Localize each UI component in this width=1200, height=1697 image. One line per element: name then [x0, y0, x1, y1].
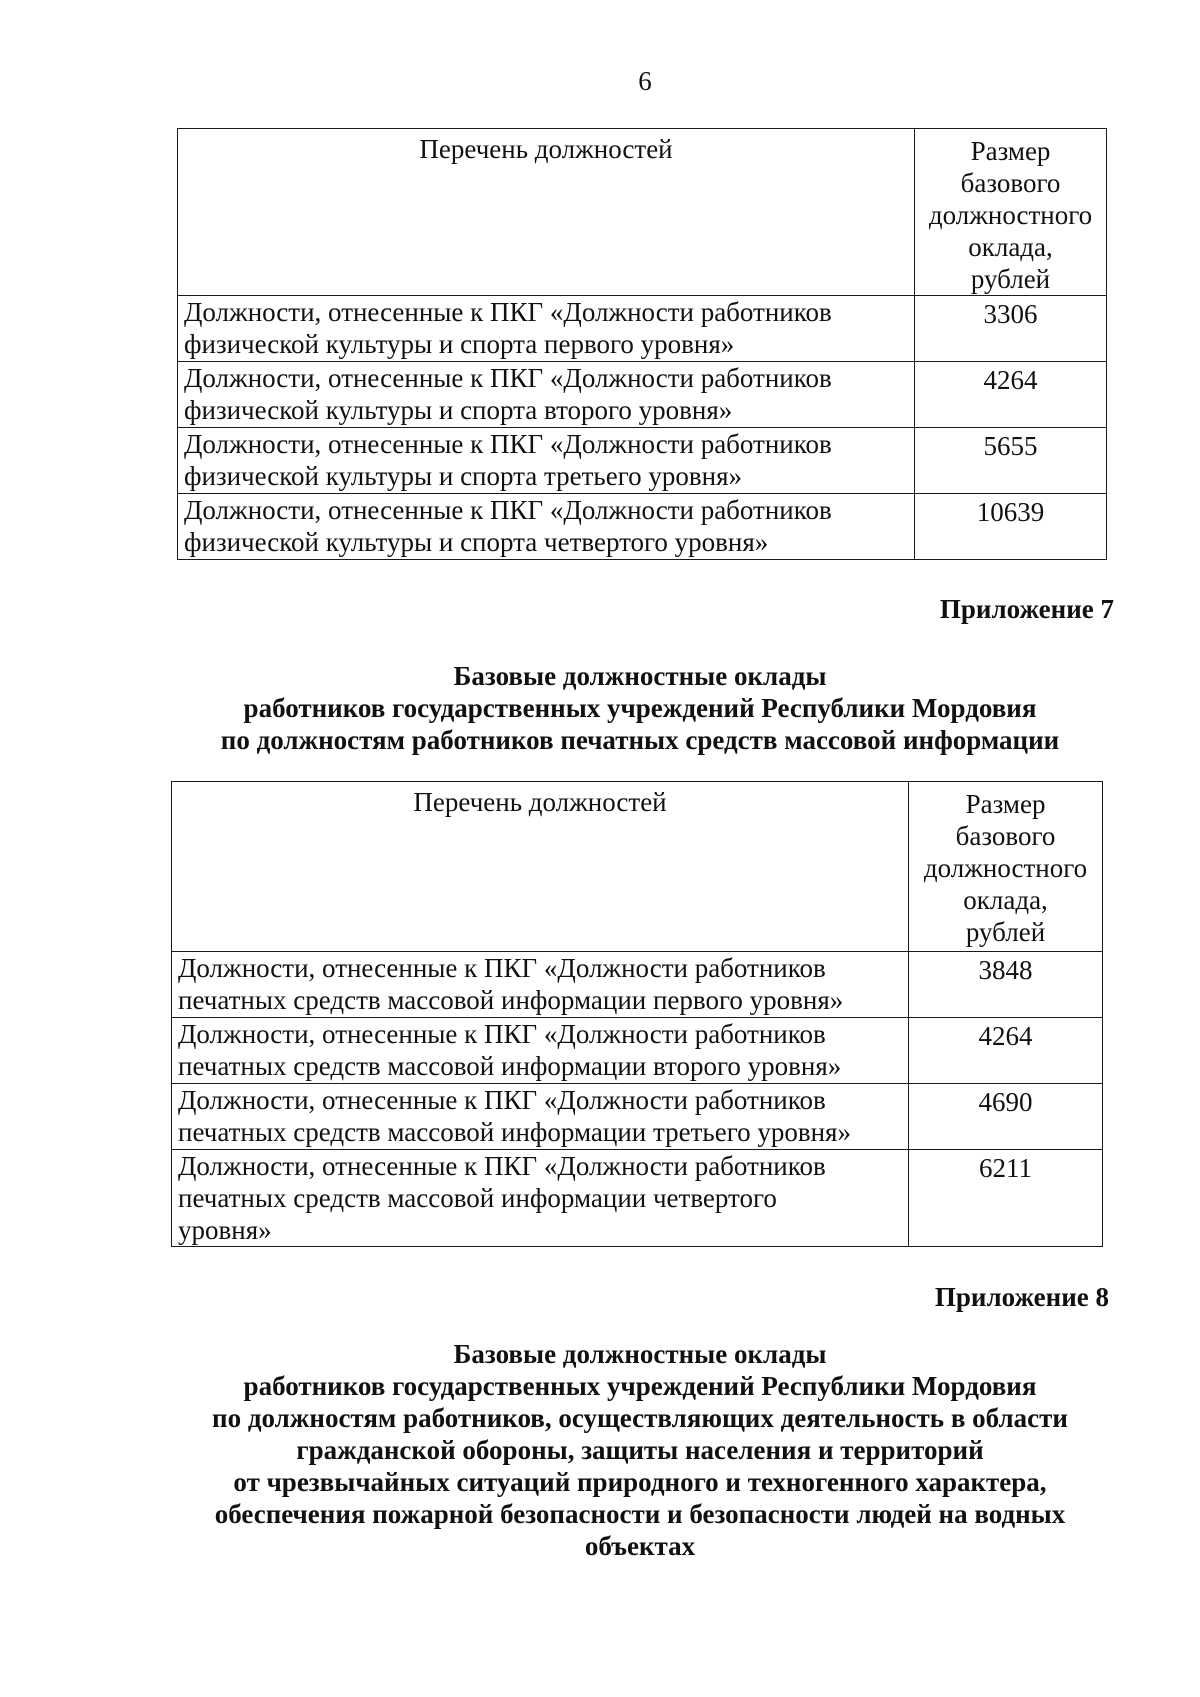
appendix-7-label: Приложение 7: [939, 594, 1114, 624]
header-salary-line: рублей: [970, 264, 1051, 294]
position-line: Должности, отнесенные к ПКГ «Должности работников: [184, 363, 832, 393]
position-cell: [178, 296, 915, 362]
salary-value: 10639: [915, 494, 1107, 560]
position-cell: [178, 494, 915, 560]
position-line: печатных средств массовой информации третьего уровня»: [178, 1117, 851, 1147]
salary-value: 4264: [915, 362, 1107, 428]
position-line: Должности, отнесенные к ПКГ «Должности работников: [184, 297, 832, 327]
table-header-row: [172, 782, 1103, 952]
title-line: гражданской обороны, защиты населения и территорий: [296, 1435, 984, 1465]
header-salary: [915, 129, 1107, 296]
position-line: Должности, отнесенные к ПКГ «Должности работников: [184, 495, 832, 525]
position-cell: [178, 362, 915, 428]
salary-value: 5655: [915, 428, 1107, 494]
position-cell: [172, 1084, 909, 1150]
salary-table-physical-culture: [177, 128, 1107, 560]
position-line: Должности, отнесенные к ПКГ «Должности работников: [178, 1151, 826, 1181]
title-line: работников государственных учреждений Республики Мордовия: [243, 693, 1037, 723]
header-salary-line: рублей: [965, 917, 1046, 947]
header-salary-line: оклада,: [968, 232, 1053, 262]
title-line: Базовые должностные оклады: [453, 1339, 827, 1369]
header-salary-line: должностного: [928, 200, 1093, 230]
position-cell: [178, 428, 915, 494]
position-line: физической культуры и спорта первого уровня»: [184, 329, 735, 359]
table-row: [178, 428, 1107, 494]
salary-value: 3848: [909, 952, 1103, 1018]
salary-table-print-media: [171, 781, 1103, 1247]
table-row: [172, 1150, 1103, 1247]
table-row: [178, 494, 1107, 560]
position-line: печатных средств массовой информации второго уровня»: [178, 1051, 842, 1081]
salary-value: 6211: [909, 1150, 1103, 1247]
page-number: 6: [638, 66, 652, 96]
position-line: физической культуры и спорта третьего уровня»: [184, 461, 742, 491]
appendix-7-title: [140, 660, 1140, 756]
position-line: уровня»: [178, 1215, 272, 1245]
header-salary-line: Размер: [970, 136, 1051, 166]
position-cell: [172, 952, 909, 1018]
title-line: Базовые должностные оклады: [453, 661, 827, 691]
header-salary-line: оклада,: [963, 885, 1048, 915]
position-line: Должности, отнесенные к ПКГ «Должности работников: [184, 429, 832, 459]
title-line: работников государственных учреждений Республики Мордовия: [243, 1371, 1037, 1401]
position-line: физической культуры и спорта четвертого уровня»: [184, 527, 769, 557]
salary-value: 3306: [915, 296, 1107, 362]
position-cell: [172, 1150, 909, 1247]
position-line: Должности, отнесенные к ПКГ «Должности работников: [178, 1019, 826, 1049]
table-row: [178, 296, 1107, 362]
table-row: [172, 952, 1103, 1018]
appendix-8-label: Приложение 8: [934, 1282, 1109, 1312]
title-line: обеспечения пожарной безопасности и безопасности людей на водных: [214, 1499, 1066, 1529]
title-line: от чрезвычайных ситуаций природного и техногенного характера,: [233, 1467, 1047, 1497]
header-positions: Перечень должностей: [178, 129, 915, 296]
appendix-8-title: [140, 1338, 1140, 1562]
title-line: по должностям работников, осуществляющих деятельность в области: [212, 1403, 1068, 1433]
position-cell: [172, 1018, 909, 1084]
header-positions: Перечень должностей: [172, 782, 909, 952]
table-row: [172, 1018, 1103, 1084]
position-line: физической культуры и спорта второго уровня»: [184, 395, 733, 425]
position-line: Должности, отнесенные к ПКГ «Должности работников: [178, 1085, 826, 1115]
salary-value: 4264: [909, 1018, 1103, 1084]
header-salary: [909, 782, 1103, 952]
position-line: печатных средств массовой информации четвертого: [178, 1183, 777, 1213]
table-row: [172, 1084, 1103, 1150]
header-salary-line: базового: [955, 821, 1056, 851]
header-salary-line: Размер: [965, 789, 1046, 819]
position-line: Должности, отнесенные к ПКГ «Должности работников: [178, 953, 826, 983]
table-row: [178, 362, 1107, 428]
position-line: печатных средств массовой информации первого уровня»: [178, 985, 844, 1015]
title-line: по должностям работников печатных средств массовой информации: [220, 725, 1060, 755]
table-header-row: [178, 129, 1107, 296]
header-salary-line: должностного: [923, 853, 1088, 883]
title-line: объектах: [584, 1531, 696, 1561]
header-salary-line: базового: [960, 168, 1061, 198]
salary-value: 4690: [909, 1084, 1103, 1150]
